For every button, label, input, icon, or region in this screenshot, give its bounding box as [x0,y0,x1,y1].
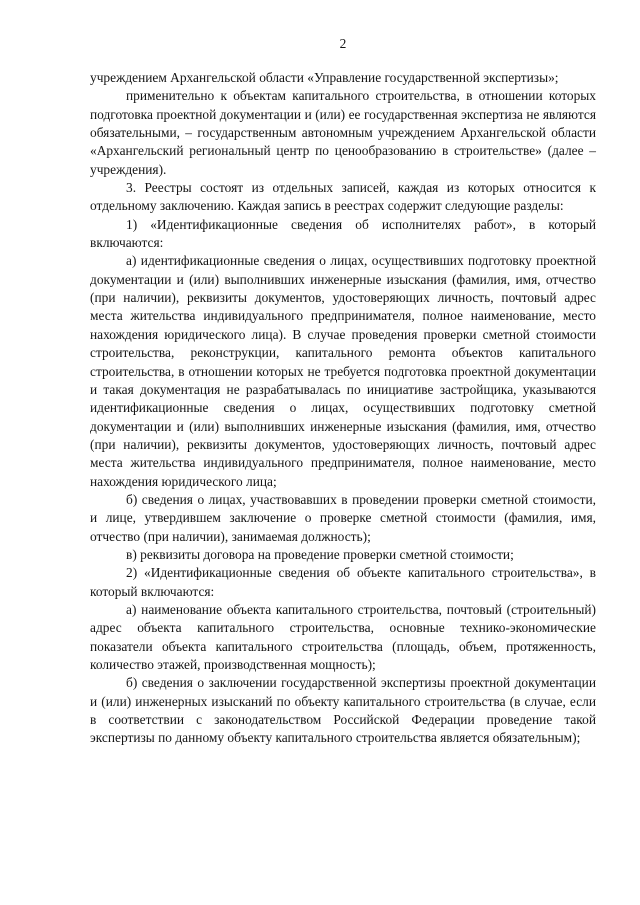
paragraph: б) сведения о заключении государственной экспертизы проектной документации и (или) инженерных изысканий по объекту капитального строительства (в случае, если в соответствии с законодательством Российской Федерации проведение такой экспертизы по данному объекту капитального строительства является обязательным); [90,675,596,746]
paragraph: в) реквизиты договора на проведение проверки сметной стоимости; [126,546,514,562]
document-body [90,69,596,748]
paragraph: 3. Реестры состоят из отдельных записей, каждая из которых относится к отдельному заключению. Каждая запись в реестрах содержит следующие разделы: [90,180,596,214]
page-number: 2 [339,36,347,51]
paragraph: 1) «Идентификационные сведения об исполнителях работ», в который включаются: [90,216,596,251]
paragraph: б) сведения о лицах, участвовавших в проведении проверки сметной стоимости, и лице, утвердившем заключение о проверке сметной стоимости (фамилия, имя, отчество (при наличии), занимаемая должность); [90,491,596,544]
paragraph-continuation: учреждением Архангельской области «Управление государственной экспертизы»; [90,70,559,85]
paragraph: а) наименование объекта капитального строительства, почтовый (строительный) адрес объекта капитального строительства, основные технико-экономические показатели объекта капитального строительства (площадь, объем, протяженность, количество этажей, производственная мощность); [90,601,596,672]
paragraph: применительно к объектам капитального строительства, в отношении которых подготовка проектной документации и (или) ее государственная экспертиза не являются обязательными, – государственным автономным учреждением Архангельской области «Архангельский региональный центр по ценообразованию в строительстве» (далее – учреждения). [90,88,596,177]
paragraph: 2) «Идентификационные сведения об объекте капитального строительства», в который включаются: [90,565,596,599]
paragraph: а) идентификационные сведения о лицах, осуществивших подготовку проектной документации и (или) выполнивших инженерные изыскания (фамилия, имя, отчество (при наличии), реквизиты документов, удостоверяющих личность, почтовый адрес места жительства индивидуального предпринимателя, полное наименование, место нахождения юридического лица). В случае проведения проверки сметной стоимости строительства, реконструкции, капитального ремонта объектов капитального строительства, в отношении которых не требуется подготовка проектной документации и такая документация не разрабатывалась по инициативе застройщика, указываются идентификационные сведения о лицах, осуществивших подготовку сметной документации и (или) выполнивших инженерные изыскания (фамилия, имя, отчество (при наличии), реквизиты документов, удостоверяющих личность, почтовый адрес места жительства индивидуального предпринимателя, полное наименование, место нахождения юридического лица; [90,253,596,489]
